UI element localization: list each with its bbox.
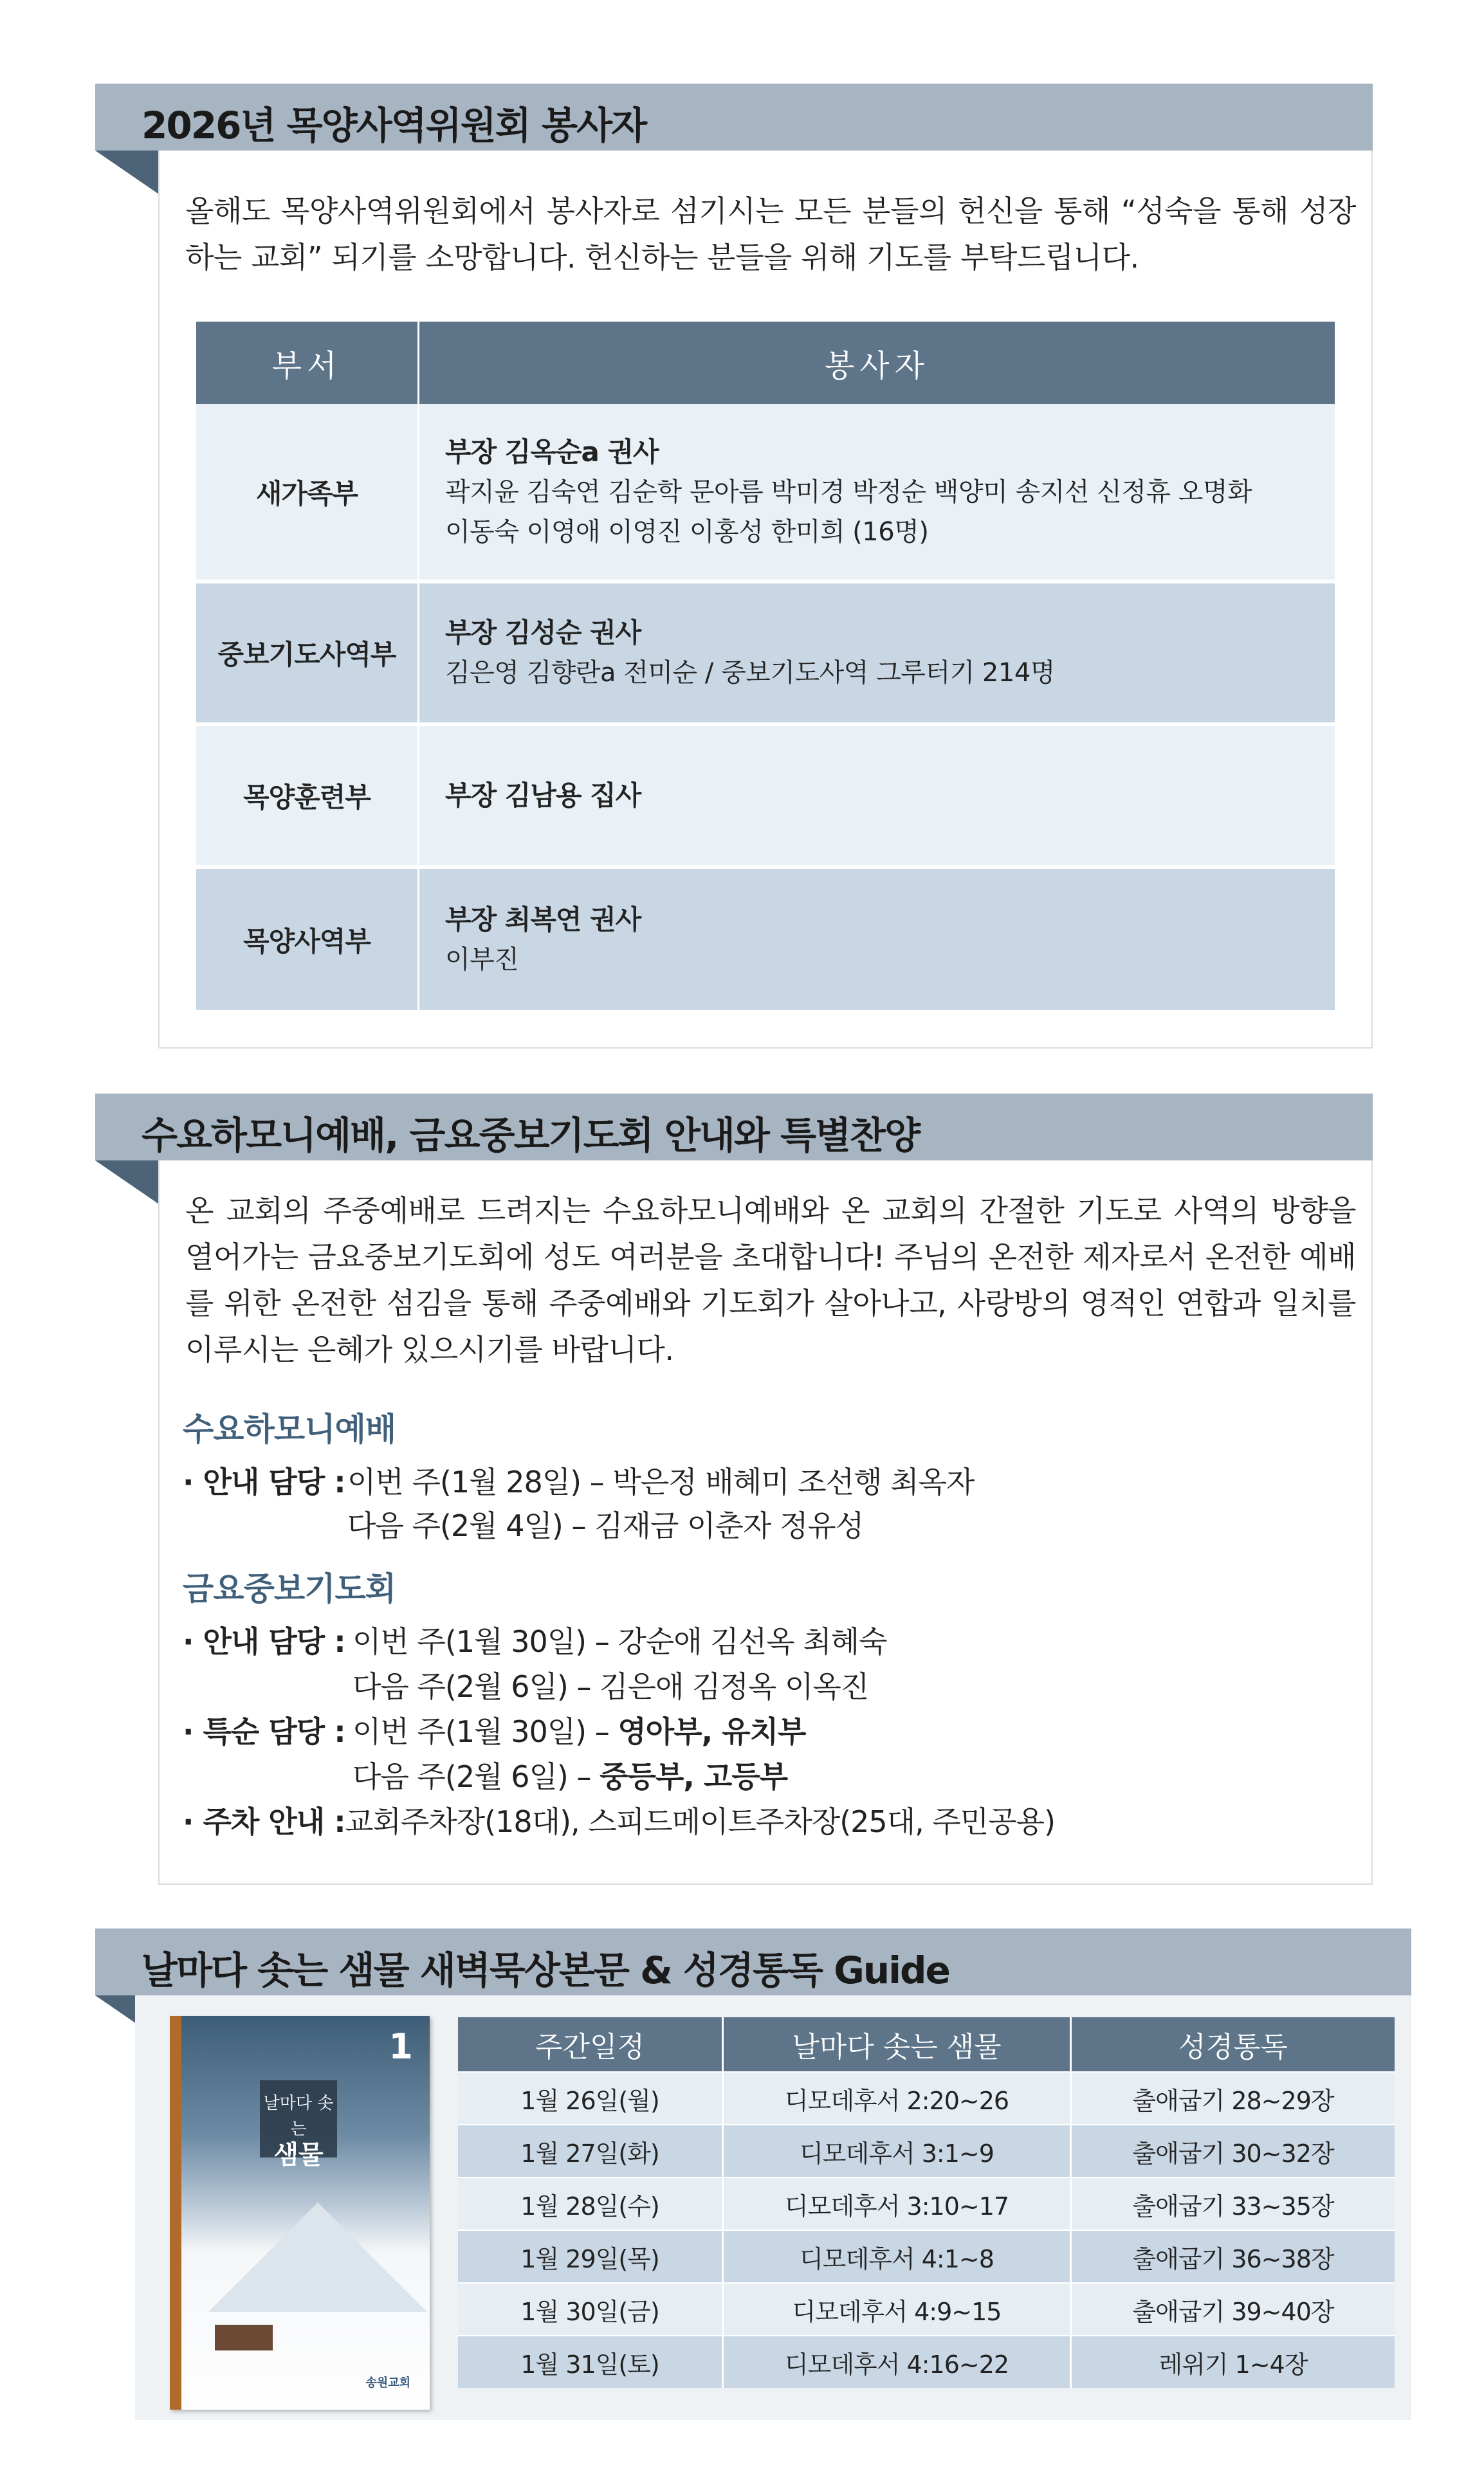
table-row <box>458 2283 1395 2336</box>
section1-intro: 올해도 목양사역위원회에서 봉사자로 섬기시는 모든 분들의 헌신을 통해 “성숙을 통해 성장하는 교회” 되기를 소망합니다. 헌신하는 분들을 위해 기도를 부탁드립니다. <box>185 194 1356 275</box>
section2-intro: 온 교회의 주중예배로 드려지는 수요하모니예배와 온 교회의 간절한 기도로 사역의 방향을 열어가는 금요중보기도회에 성도 여러분을 초대합니다! 주님의 온전한 제자로서 온전한 예배를 위한 온전한 섬김을 통해 주중예배와 기도회가 살아나고, 사랑방의 영적인 연합과 일치를 이루시는 은혜가 있으시기를 바랍니다. <box>185 1193 1356 1367</box>
book-title <box>260 2080 337 2170</box>
fri-guide1: 이번 주(1월 30일) – 강순애 김선옥 최혜숙 <box>353 1624 887 1659</box>
reading-guide-table <box>458 2017 1395 2388</box>
fri-music2-bold: 중등부, 고등부 <box>600 1759 788 1794</box>
section2-fold <box>95 1160 161 1205</box>
fri-music1-prefix: 이번 주(1월 30일) – <box>353 1714 609 1749</box>
dept-name: 새가족부 <box>196 404 419 582</box>
table-row <box>196 724 1335 867</box>
section1-fold <box>95 151 161 196</box>
devotional-book-cover <box>170 2016 430 2410</box>
members-cell <box>419 867 1335 1010</box>
schedule-date: 1월 29일(목) <box>458 2230 723 2283</box>
wed-guide-label <box>183 1459 345 1501</box>
table-row <box>196 582 1335 724</box>
table-row <box>458 2336 1395 2388</box>
fri-guide2: 다음 주(2월 6일) – 김은애 김정옥 이옥진 <box>353 1669 869 1704</box>
header-dept: 부서 <box>196 322 419 404</box>
schedule-date: 1월 30일(금) <box>458 2283 723 2336</box>
dept-lead: 부장 김성순 권사 <box>445 617 641 648</box>
devotional-passage: 디모데후서 4:9~15 <box>723 2283 1071 2336</box>
fri-parking: 교회주차장(18대), 스피드메이트주차장(25대, 주민공용) <box>345 1804 1056 1839</box>
fri-music1 <box>353 1709 805 1751</box>
section2-title: 수요하모니예배, 금요중보기도회 안내와 특별찬양 <box>142 1113 920 1157</box>
dept-lead: 부장 김옥순a 권사 <box>445 435 659 468</box>
bible-reading: 레위기 1~4장 <box>1071 2336 1395 2388</box>
header-volunteers: 봉사자 <box>419 322 1335 404</box>
table-row <box>458 2230 1395 2283</box>
section1-header <box>95 84 1373 151</box>
table-row <box>196 404 1335 582</box>
header-bible-reading: 성경통독 <box>1071 2017 1395 2072</box>
volunteer-table <box>196 322 1335 1010</box>
church-logo: 송원교회 <box>365 2376 410 2390</box>
table-row <box>196 867 1335 1010</box>
section3-title: 날마다 솟는 샘물 새벽묵상본문 & 성경통독 Guide <box>142 1948 949 1992</box>
dept-name: 목양사역부 <box>196 867 419 1010</box>
schedule-date: 1월 31일(토) <box>458 2336 723 2388</box>
header-schedule: 주간일정 <box>458 2017 723 2072</box>
bible-reading: 출애굽기 28~29장 <box>1071 2072 1395 2125</box>
devotional-passage: 디모데후서 3:1~9 <box>723 2125 1071 2177</box>
fri-music2-prefix: 다음 주(2월 6일) – <box>353 1759 591 1794</box>
member-names: 이부진 <box>445 944 519 975</box>
fri-music2 <box>353 1754 787 1796</box>
book-issue-number: 1 <box>389 2026 413 2067</box>
dept-name: 중보기도사역부 <box>196 582 419 724</box>
wed-line1: 이번 주(1월 28일) – 박은정 배혜미 조선행 최옥자 <box>347 1465 975 1499</box>
member-names: 곽지윤 김숙연 김순학 문아름 박미경 박정순 백양미 송지선 신정휴 오명화 <box>445 477 1252 507</box>
fri-music1-bold: 영아부, 유치부 <box>618 1714 806 1749</box>
devotional-passage: 디모데후서 4:16~22 <box>723 2336 1071 2388</box>
wed-heading: 수요하모니예배 <box>183 1411 396 1448</box>
wed-label: · 안내 담당 : <box>183 1465 345 1499</box>
dept-lead: 부장 김남용 집사 <box>445 780 641 811</box>
schedule-date: 1월 26일(월) <box>458 2072 723 2125</box>
bible-reading: 출애굽기 33~35장 <box>1071 2177 1395 2230</box>
fri-music-label-wrap <box>183 1709 345 1751</box>
member-names: 김은영 김향란a 전미순 / 중보기도사역 그루터기 214명 <box>445 658 1055 688</box>
fri-guide-label: · 안내 담당 : <box>183 1624 345 1659</box>
section2-header <box>95 1094 1373 1160</box>
mountain-image <box>208 2203 427 2312</box>
table-row <box>458 2177 1395 2230</box>
fri-guide-label-wrap <box>183 1618 345 1661</box>
members-cell <box>419 724 1335 867</box>
fri-music-label: · 특순 담당 : <box>183 1714 345 1749</box>
bible-reading: 출애굽기 39~40장 <box>1071 2283 1395 2336</box>
section3-header <box>95 1929 1411 1995</box>
members-cell <box>419 582 1335 724</box>
members-cell <box>419 404 1335 582</box>
devotional-passage: 디모데후서 4:1~8 <box>723 2230 1071 2283</box>
book-title-small: 날마다 솟는 <box>263 2094 334 2139</box>
book-title-big: 샘물 <box>273 2140 324 2170</box>
devotional-passage: 디모데후서 3:10~17 <box>723 2177 1071 2230</box>
devotional-passage: 디모데후서 2:20~26 <box>723 2072 1071 2125</box>
header-devotional: 날마다 솟는 샘물 <box>723 2017 1071 2072</box>
fri-heading: 금요중보기도회 <box>183 1570 396 1608</box>
table-row <box>458 2072 1395 2125</box>
fri-parking-label: · 주차 안내 : <box>183 1804 345 1839</box>
table-row <box>458 2125 1395 2177</box>
schedule-date: 1월 28일(수) <box>458 2177 723 2230</box>
book-spine <box>170 2016 181 2410</box>
bible-reading: 출애굽기 30~32장 <box>1071 2125 1395 2177</box>
dept-lead: 부장 최복연 권사 <box>445 903 641 935</box>
bible-reading: 출애굽기 36~38장 <box>1071 2230 1395 2283</box>
schedule-date: 1월 27일(화) <box>458 2125 723 2177</box>
dept-name: 목양훈련부 <box>196 724 419 867</box>
wed-line2: 다음 주(2월 4일) – 김재금 이춘자 정유성 <box>347 1508 864 1543</box>
cabin-image <box>215 2325 273 2350</box>
section1-title: 2026년 목양사역위원회 봉사자 <box>142 104 646 147</box>
fri-parking-label-wrap <box>183 1799 345 1841</box>
member-names: 이동숙 이영애 이영진 이홍성 한미희 (16명) <box>445 517 929 547</box>
